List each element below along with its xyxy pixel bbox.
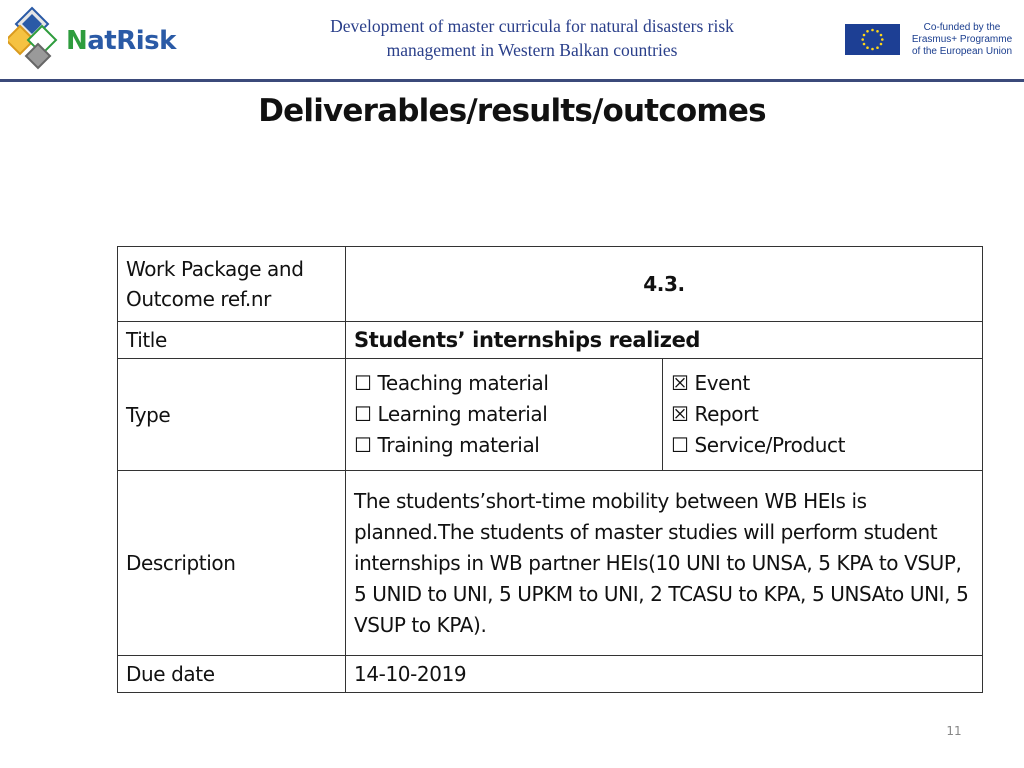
title-label-cell: Title (118, 322, 346, 359)
type-option-training (354, 430, 654, 461)
table-row-work-package (118, 247, 983, 322)
page-title: Deliverables/results/outcomes (258, 93, 766, 129)
type-option-teaching (354, 368, 654, 399)
type-option-event (671, 368, 974, 399)
header-divider (0, 79, 1024, 82)
checkbox-empty-icon: ☐ (354, 371, 372, 395)
page-number: 11 (946, 724, 962, 738)
type-option-label: Teaching material (377, 371, 549, 395)
table-row-title (118, 322, 983, 359)
due-value-cell: 14-10-2019 (346, 656, 983, 693)
natrisk-wordmark: NatRisk (66, 26, 176, 56)
wp-value-cell: 4.3. (346, 247, 983, 322)
deliverables-table (117, 246, 983, 693)
table-row-due-date (118, 656, 983, 693)
type-options-left-cell (346, 359, 663, 471)
type-options-right-cell (663, 359, 983, 471)
eu-text-line-2: Erasmus+ Programme (911, 34, 1013, 45)
type-label-cell: Type (118, 359, 346, 471)
type-option-label: Service/Product (694, 433, 846, 457)
eu-flag-icon (845, 24, 900, 55)
description-label-cell: Description (118, 471, 346, 656)
table-row-type (118, 359, 983, 471)
table-row-description (118, 471, 983, 656)
checkbox-empty-icon: ☐ (354, 433, 372, 457)
type-option-service-product (671, 430, 974, 461)
slide-header (0, 0, 1024, 80)
type-option-label: Report (694, 402, 759, 426)
wp-label-cell (118, 247, 346, 322)
eu-text-line-1: Co-funded by the (923, 22, 1001, 33)
checkbox-checked-icon: ☒ (671, 402, 689, 426)
wp-label-line-2: Outcome ref.nr (126, 287, 271, 311)
eu-cofunding-text (905, 22, 1019, 58)
description-value-cell: The students’short-time mobility between WB HEIs is planned.The students of master studies will perform student internships in WB partner HEIs(10 UNI to UNSA, 5 KPA to VSUP, 5 UNID to UNI, 5 UPKM to UNI, 2 TCASU to KPA, 5 UNSAto UNI, 5 VSUP to KPA). (346, 471, 983, 656)
checkbox-empty-icon: ☐ (354, 402, 372, 426)
type-option-label: Training material (377, 433, 540, 457)
natrisk-diamond-icon (8, 6, 68, 70)
type-option-label: Learning material (377, 402, 548, 426)
eu-text-line-3: of the European Union (911, 46, 1013, 57)
type-option-learning (354, 399, 654, 430)
project-title (262, 14, 802, 62)
due-label-cell: Due date (118, 656, 346, 693)
title-value-cell: Students’ internships realized (346, 322, 983, 359)
type-option-report (671, 399, 974, 430)
project-title-line-2: management in Western Balkan countries (386, 40, 678, 60)
wp-label-line-1: Work Package and (126, 257, 304, 281)
project-title-line-1: Development of master curricula for natural disasters risk (330, 16, 734, 36)
checkbox-empty-icon: ☐ (671, 433, 689, 457)
checkbox-checked-icon: ☒ (671, 371, 689, 395)
natrisk-logo (8, 6, 176, 70)
type-option-label: Event (694, 371, 750, 395)
